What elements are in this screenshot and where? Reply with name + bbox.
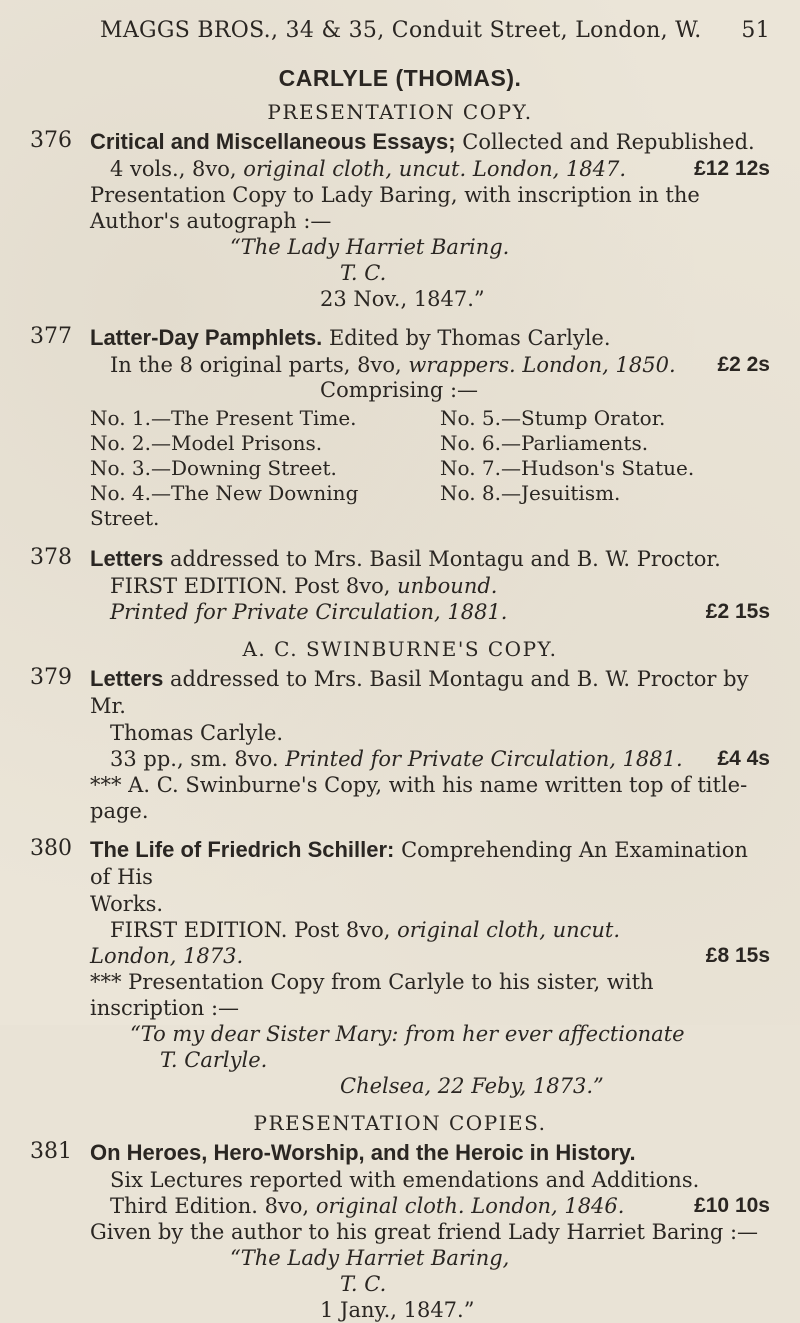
entry-note: Given by the author to his great friend Lady Harriet Baring :—: [90, 1220, 759, 1244]
entry-subtitle: Six Lectures reported with emendations and Additions.: [110, 1168, 700, 1192]
inscription-date: Chelsea, 22 Feby, 1873.”: [340, 1074, 604, 1098]
subhead: A. C. SWINBURNE'S COPY.: [242, 637, 558, 661]
entry-imprint: London, 1846.: [471, 1194, 625, 1218]
entry-title: Letters: [90, 666, 164, 691]
entry-imprint: London, 1847.: [472, 157, 627, 181]
entry-author: Thomas Carlyle.: [110, 721, 284, 745]
entry-title-rest: addressed to Mrs. Basil Montagu and B. W. Proctor by Mr.: [90, 667, 749, 718]
inscription-quote: “To my dear Sister Mary: from her ever affectionate: [130, 1022, 685, 1046]
entry-format: FIRST EDITION. Post 8vo,: [110, 918, 391, 942]
entry-number: 376: [30, 128, 72, 153]
list-item: No. 8.—Jesuitism.: [440, 481, 621, 505]
entry-price: £2 15s: [705, 600, 770, 623]
entry-title: Letters: [90, 546, 164, 571]
list-item: No. 2.—Model Prisons.: [90, 431, 323, 455]
header-text: MAGGS BROS., 34 & 35, Conduit Street, London, W.: [100, 18, 702, 43]
entry-title-rest: Comprehending An Examination of His: [90, 838, 748, 889]
entry-binding: wrappers.: [408, 353, 516, 377]
page-number: 51: [741, 18, 770, 43]
entry-price: £2 2s: [717, 353, 770, 376]
entry-format: 4 vols., 8vo,: [110, 157, 237, 181]
section-title: CARLYLE (THOMAS).: [278, 65, 522, 91]
contents-list: [30, 406, 770, 531]
inscription-signature: T. C.: [340, 1272, 387, 1296]
list-item: No. 6.—Parliaments.: [440, 431, 649, 455]
entry-imprint: London, 1850.: [522, 353, 676, 377]
entry-imprint: Printed for Private Circulation, 1881.: [110, 600, 508, 624]
catalogue-entry-381: [30, 1139, 770, 1323]
entry-number: 378: [30, 545, 72, 570]
catalogue-entry-378: [30, 545, 770, 625]
list-item: No. 7.—Hudson's Statue.: [440, 456, 695, 480]
list-item: No. 5.—Stump Orator.: [440, 406, 666, 430]
entry-binding: unbound.: [397, 574, 498, 598]
entry-title-rest: Edited by Thomas Carlyle.: [322, 326, 611, 350]
entry-price: £10 10s: [694, 1194, 770, 1217]
entry-binding: original cloth.: [315, 1194, 465, 1218]
inscription-quote: “The Lady Harriet Baring,: [230, 1246, 510, 1270]
catalogue-entry-377: [30, 324, 770, 402]
entry-number: 379: [30, 665, 72, 690]
entry-number: 380: [30, 836, 72, 861]
entry-imprint: Printed for Private Circulation, 1881.: [285, 747, 683, 771]
entry-note: *** Presentation Copy from Carlyle to his sister, with inscription :—: [90, 970, 654, 1020]
entry-title: Critical and Miscellaneous Essays;: [90, 129, 456, 154]
entry-format: Third Edition. 8vo,: [110, 1194, 310, 1218]
entry-price: £4 4s: [717, 747, 770, 770]
entry-title-cont: Works.: [90, 892, 164, 916]
catalogue-entry-380: [30, 836, 770, 1099]
entry-binding: original cloth, uncut.: [397, 918, 621, 942]
entry-title: Latter-Day Pamphlets.: [90, 325, 323, 350]
inscription-date: 23 Nov., 1847.”: [320, 287, 485, 311]
entry-number: 377: [30, 324, 72, 349]
page-header: [30, 18, 770, 43]
list-item: No. 4.—The New Downing Street.: [90, 481, 359, 530]
entry-price: £8 15s: [705, 944, 770, 967]
entry-title-rest: Collected and Republished.: [455, 130, 755, 154]
catalogue-entry-379: [30, 665, 770, 824]
comprising-label: Comprising :—: [320, 378, 479, 402]
entry-format: 33 pp., sm. 8vo.: [110, 747, 279, 771]
inscription-date: 1 Jany., 1847.”: [320, 1298, 475, 1322]
inscription-signature: T. Carlyle.: [160, 1048, 268, 1072]
entry-format: In the 8 original parts, 8vo,: [110, 353, 402, 377]
inscription-signature: T. C.: [340, 261, 387, 285]
entry-imprint: London, 1873.: [90, 944, 244, 968]
entry-price: £12 12s: [694, 157, 770, 180]
subhead: PRESENTATION COPY.: [267, 100, 533, 124]
entry-title: The Life of Friedrich Schiller:: [90, 837, 395, 862]
entry-note: *** A. C. Swinburne's Copy, with his name written top of title-page.: [90, 773, 748, 823]
catalogue-entry-376: [30, 128, 770, 312]
entry-title-rest: addressed to Mrs. Basil Montagu and B. W. Proctor.: [163, 547, 721, 571]
entry-note: Presentation Copy to Lady Baring, with inscription in the Author's autograph :—: [90, 183, 700, 233]
list-item: No. 3.—Downing Street.: [90, 456, 337, 480]
list-item: No. 1.—The Present Time.: [90, 406, 357, 430]
subhead: PRESENTATION COPIES.: [253, 1111, 547, 1135]
entry-number: 381: [30, 1139, 72, 1164]
entry-format: FIRST EDITION. Post 8vo,: [110, 574, 391, 598]
entry-binding: original cloth, uncut.: [243, 157, 467, 181]
inscription-quote: “The Lady Harriet Baring.: [230, 235, 510, 259]
entry-title: On Heroes, Hero-Worship, and the Heroic in History.: [90, 1140, 636, 1165]
